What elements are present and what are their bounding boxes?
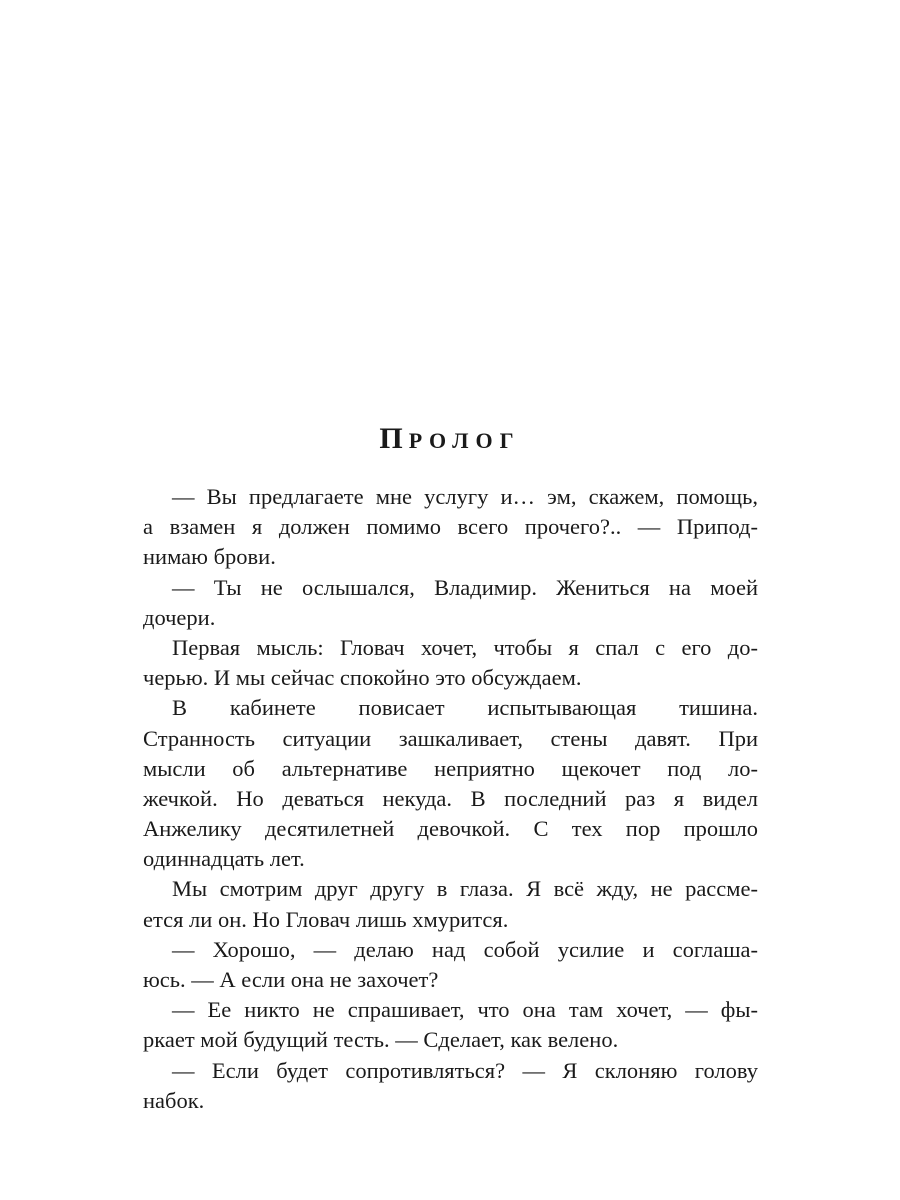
text-line: Анжелику десятилетней девочкой. С тех пор прошло <box>143 816 758 842</box>
text-line: Мы смотрим друг другу в глаза. Я всё жду, не рассме- <box>172 876 758 902</box>
text-line: дочери. <box>143 604 216 630</box>
chapter-title-initial: П <box>379 422 409 455</box>
chapter-title <box>0 419 900 461</box>
text-line: набок. <box>143 1087 205 1113</box>
text-line: мысли об альтернативе неприятно щекочет под ло- <box>143 755 758 781</box>
text-line: нимаю брови. <box>143 544 276 570</box>
chapter-title-rest: РОЛОГ <box>408 428 521 453</box>
text-line: — Ее никто не спрашивает, что она там хочет, — фы- <box>172 997 758 1023</box>
text-line: жечкой. Но деваться некуда. В последний раз я видел <box>143 785 758 811</box>
text-line: а взамен я должен помимо всего прочего?.. — Припод- <box>143 514 758 540</box>
text-line: одиннадцать лет. <box>143 846 305 872</box>
text-line: — Хорошо, — делаю над собой усилие и соглаша- <box>172 936 758 962</box>
text-line: — Если будет сопротивляться? — Я склоняю голову <box>172 1057 758 1083</box>
text-line: — Вы предлагаете мне услугу и… эм, скажем, помощь, <box>172 484 758 509</box>
text-line: Странность ситуации зашкаливает, стены давят. При <box>143 725 758 751</box>
text-line: — Ты не ослышался, Владимир. Жениться на моей <box>172 574 758 600</box>
text-line: ется ли он. Но Гловач лишь хмурится. <box>143 906 509 932</box>
text-line: В кабинете повисает испытывающая тишина. <box>172 695 758 721</box>
text-line: ркает мой будущий тесть. — Сделает, как велено. <box>143 1027 619 1053</box>
text-line: Первая мысль: Гловач хочет, чтобы я спал с его до- <box>172 634 758 660</box>
text-line: черью. И мы сейчас спокойно это обсуждаем. <box>143 665 582 691</box>
body-text <box>143 482 758 1116</box>
text-line: юсь. — А если она не захочет? <box>143 967 439 992</box>
